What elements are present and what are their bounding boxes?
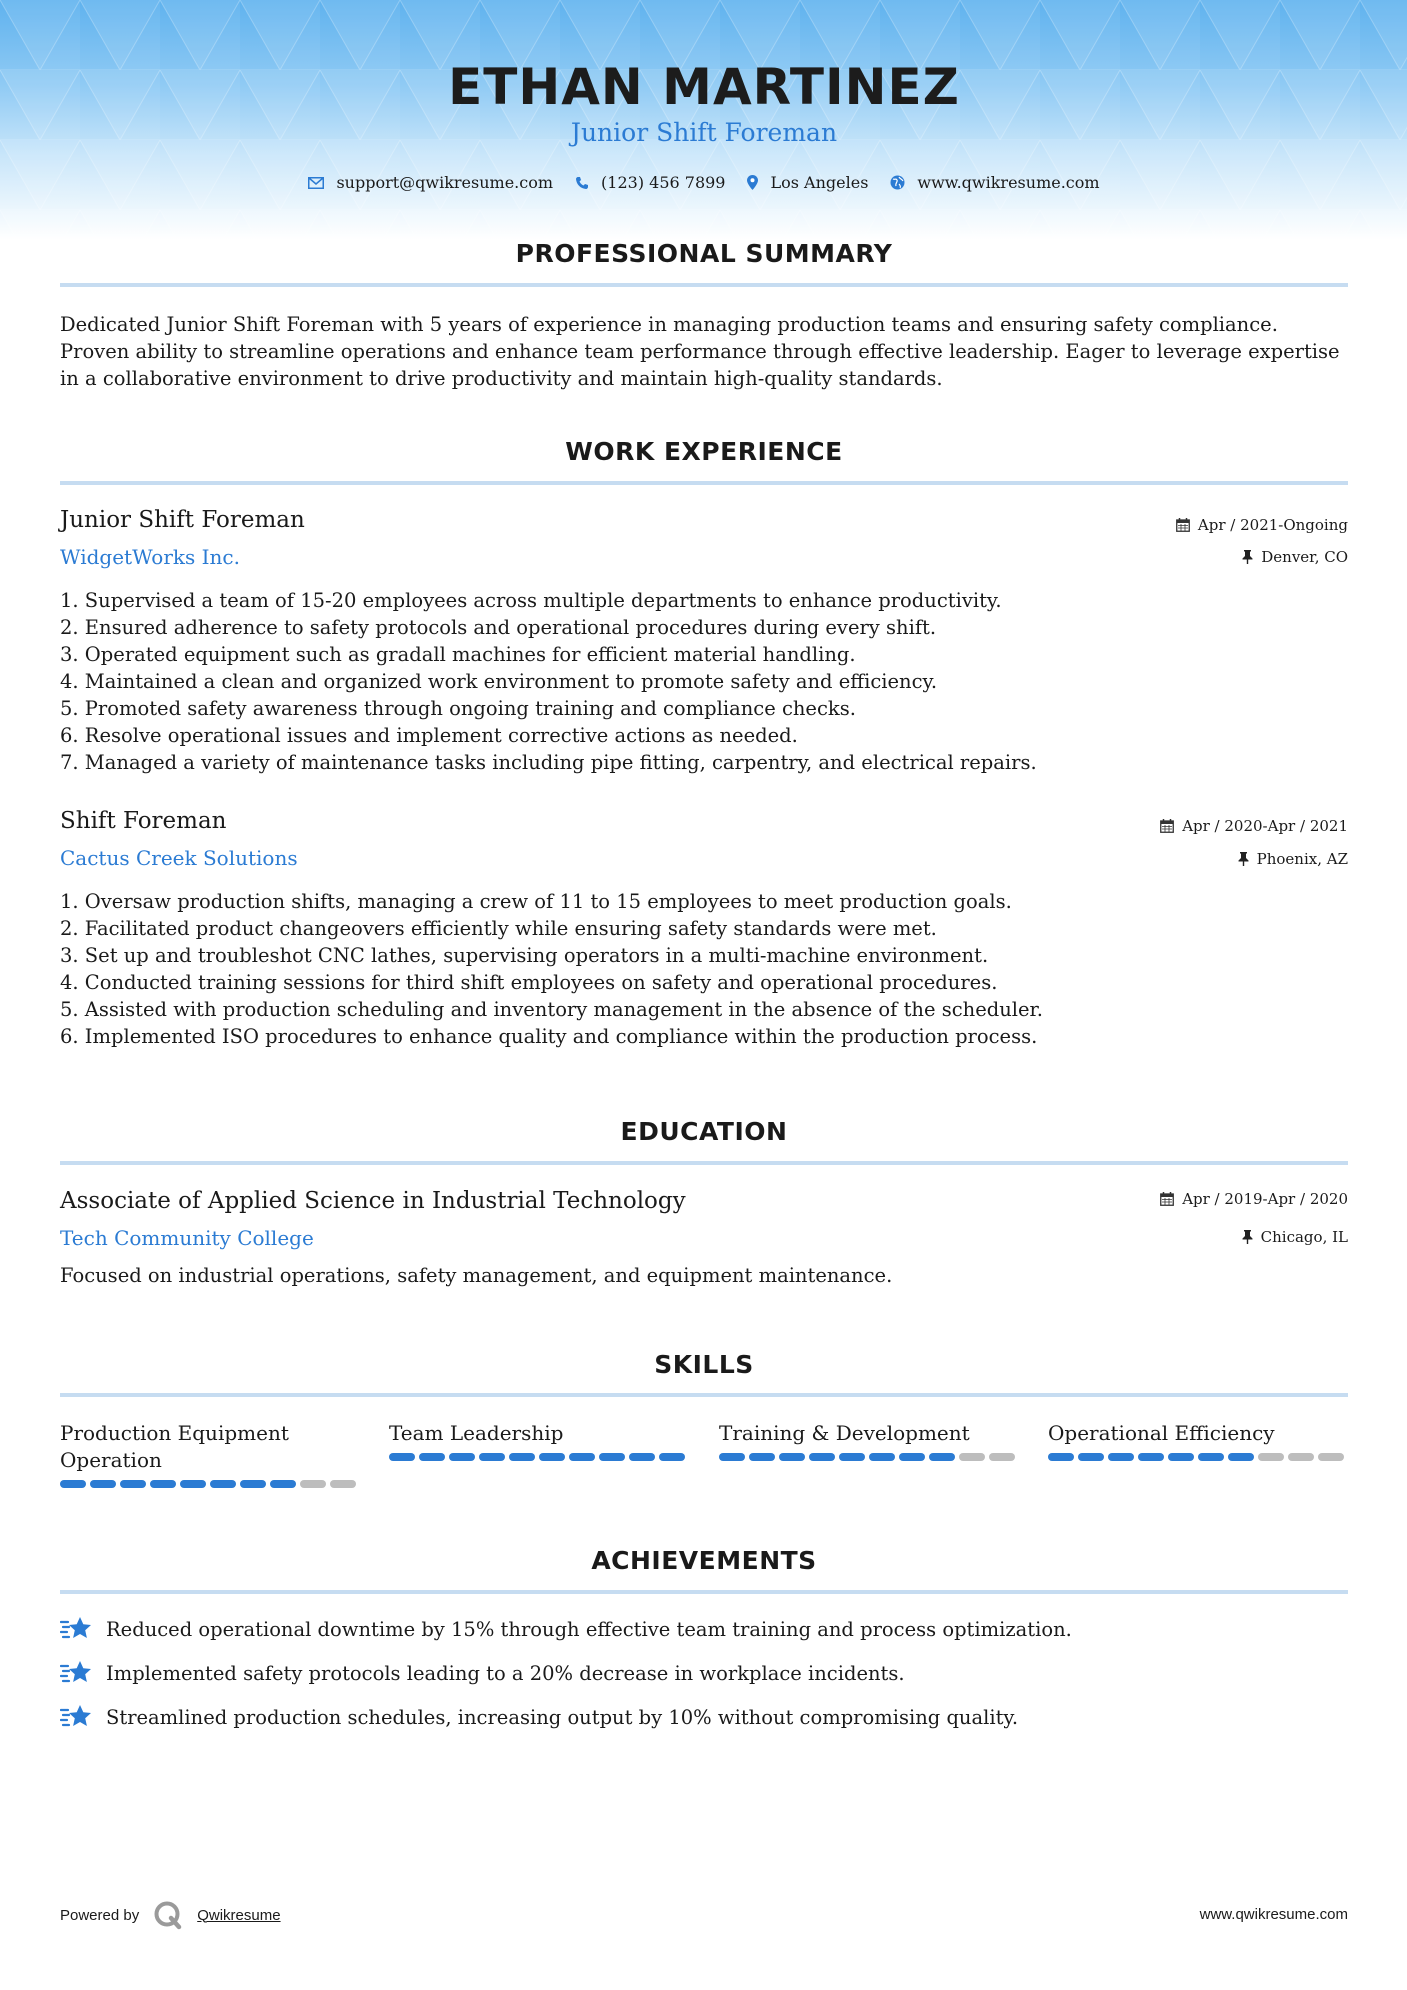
job-dates (1176, 516, 1348, 534)
achievement-text: Reduced operational downtime by 15% through effective team training and process optimization. (106, 1617, 1072, 1641)
skill-segment-filled (90, 1480, 116, 1488)
skills-heading: SKILLS (654, 1350, 754, 1379)
education-heading: EDUCATION (620, 1117, 788, 1146)
skill-name: Team Leadership (389, 1421, 564, 1445)
skill-item (1048, 1420, 1348, 1461)
skill-name: Production Equipment Operation (60, 1421, 289, 1472)
job-dates-text: Apr / 2020-Apr / 2021 (1182, 817, 1348, 835)
envelope-icon (308, 177, 324, 189)
star-icon (60, 1660, 92, 1686)
skill-item (389, 1420, 689, 1461)
skill-segment-filled (389, 1453, 415, 1461)
skill-segment-filled (1198, 1453, 1224, 1461)
education-description: Focused on industrial operations, safety management, and equipment maintenance. (60, 1264, 893, 1287)
company-name: Cactus Creek Solutions (60, 846, 298, 870)
achievement-text: Implemented safety protocols leading to a 20% decrease in workplace incidents. (106, 1661, 905, 1685)
skill-segment-filled (749, 1453, 775, 1461)
list-item: 1. Supervised a team of 15-20 employees across multiple departments to enhance productivity. (60, 589, 1002, 612)
list-item: 3. Set up and troubleshot CNC lathes, supervising operators in a multi-machine environment. (60, 944, 989, 967)
education-divider (60, 1161, 1348, 1165)
achievements-divider (60, 1590, 1348, 1594)
skill-name: Operational Efficiency (1048, 1421, 1275, 1445)
skill-segment-filled (60, 1480, 86, 1488)
skill-segment-empty (1318, 1453, 1344, 1461)
skill-segment-filled (1108, 1453, 1134, 1461)
skill-segment-filled (899, 1453, 925, 1461)
star-icon (60, 1616, 92, 1642)
skill-segment-filled (659, 1453, 685, 1461)
education-dates (1160, 1190, 1348, 1208)
list-item: 2. Facilitated product changeovers efficiently while ensuring safety standards were met. (60, 917, 937, 940)
skill-segment-filled (719, 1453, 745, 1461)
skill-name: Training & Development (719, 1421, 970, 1445)
skill-segment-filled (210, 1480, 236, 1488)
summary-heading: PROFESSIONAL SUMMARY (515, 239, 893, 268)
skill-level-bar (1048, 1453, 1348, 1461)
phone-text: (123) 456 7899 (601, 173, 726, 192)
list-item: 3. Operated equipment such as gradall machines for efficient material handling. (60, 643, 856, 666)
summary-divider (60, 283, 1348, 287)
job-dates-text: Apr / 2021-Ongoing (1197, 516, 1348, 534)
footer-website[interactable]: www.qwikresume.com (1199, 1906, 1348, 1923)
skill-segment-filled (180, 1480, 206, 1488)
skill-segment-empty (1258, 1453, 1284, 1461)
job-title: Junior Shift Foreman (60, 507, 305, 533)
contact-location (747, 173, 868, 192)
email-text: support@qwikresume.com (336, 173, 554, 192)
skill-segment-filled (809, 1453, 835, 1461)
achievement-item (60, 1704, 1018, 1730)
list-item: 2. Ensured adherence to safety protocols and operational procedures during every shift. (60, 616, 937, 639)
education-dates-text: Apr / 2019-Apr / 2020 (1182, 1190, 1348, 1208)
skill-segment-filled (1048, 1453, 1074, 1461)
school-name: Tech Community College (60, 1226, 314, 1250)
candidate-name: ETHAN MARTINEZ (448, 58, 960, 116)
calendar-icon (1176, 518, 1190, 532)
job-duties-list (60, 587, 1037, 776)
skill-level-bar (389, 1453, 689, 1461)
education-location-text: Chicago, IL (1260, 1228, 1348, 1246)
skill-segment-filled (509, 1453, 535, 1461)
skill-segment-filled (839, 1453, 865, 1461)
skill-item (60, 1420, 360, 1488)
summary-text: Dedicated Junior Shift Foreman with 5 years of experience in managing production teams and ensuring safety compliance. Proven ability to streamline operations and enhance team performance through effective leadership. Eager to leverage expertise in a collaborative environment to drive productivity and maintain high-quality standards. (60, 313, 1340, 390)
contact-bar (60, 173, 1348, 192)
pushpin-icon (1238, 852, 1249, 866)
qwikresume-logo-icon (153, 1900, 183, 1930)
company-name: WidgetWorks Inc. (60, 545, 240, 569)
experience-divider (60, 481, 1348, 485)
achievements-heading: ACHIEVEMENTS (591, 1546, 817, 1575)
list-item: 6. Implemented ISO procedures to enhance quality and compliance within the production process. (60, 1025, 1038, 1048)
achievement-text: Streamlined production schedules, increasing output by 10% without compromising quality. (106, 1705, 1019, 1729)
skill-segment-filled (779, 1453, 805, 1461)
job-title: Shift Foreman (60, 808, 227, 834)
contact-phone[interactable] (575, 173, 725, 192)
location-text: Los Angeles (770, 173, 869, 192)
skill-segment-filled (929, 1453, 955, 1461)
contact-email[interactable] (308, 173, 553, 192)
list-item: 4. Maintained a clean and organized work environment to promote safety and efficiency. (60, 670, 938, 693)
candidate-role: Junior Shift Foreman (570, 118, 838, 147)
job-location-text: Phoenix, AZ (1256, 850, 1348, 868)
education-location (1242, 1228, 1348, 1246)
list-item: 4. Conducted training sessions for third shift employees on safety and operational procedures. (60, 971, 998, 994)
skill-segment-filled (539, 1453, 565, 1461)
degree-title: Associate of Applied Science in Industrial Technology (60, 1188, 686, 1214)
skill-segment-empty (1288, 1453, 1314, 1461)
experience-heading: WORK EXPERIENCE (565, 437, 843, 466)
qwikresume-link[interactable]: Qwikresume (197, 1906, 281, 1924)
skill-segment-filled (599, 1453, 625, 1461)
map-pin-icon (747, 175, 758, 190)
skill-segment-filled (449, 1453, 475, 1461)
job-dates (1160, 817, 1348, 835)
skill-segment-filled (629, 1453, 655, 1461)
skill-segment-filled (479, 1453, 505, 1461)
skill-segment-filled (270, 1480, 296, 1488)
skills-divider (60, 1393, 1348, 1397)
achievement-item (60, 1616, 1072, 1642)
pushpin-icon (1242, 550, 1253, 564)
skill-segment-filled (1078, 1453, 1104, 1461)
powered-by-label: Powered by (60, 1906, 140, 1924)
skill-segment-empty (300, 1480, 326, 1488)
job-duties-list (60, 888, 1043, 1050)
skill-segment-filled (1228, 1453, 1254, 1461)
list-item: 5. Promoted safety awareness through ongoing training and compliance checks. (60, 697, 856, 720)
job-location (1242, 548, 1348, 566)
list-item: 6. Resolve operational issues and implement corrective actions as needed. (60, 724, 798, 747)
pushpin-icon (1242, 1230, 1253, 1244)
skill-segment-empty (959, 1453, 985, 1461)
skill-segment-filled (1168, 1453, 1194, 1461)
phone-icon (575, 176, 589, 190)
skill-segment-filled (869, 1453, 895, 1461)
calendar-icon (1160, 819, 1174, 833)
website-text: www.qwikresume.com (917, 173, 1100, 192)
list-item: 5. Assisted with production scheduling and inventory management in the absence of the scheduler. (60, 998, 1043, 1021)
skill-segment-empty (989, 1453, 1015, 1461)
skill-item (719, 1420, 1019, 1461)
list-item: 1. Oversaw production shifts, managing a crew of 11 to 15 employees to meet production goals. (60, 890, 1012, 913)
calendar-icon (1160, 1192, 1174, 1206)
achievement-item (60, 1660, 905, 1686)
skill-segment-filled (240, 1480, 266, 1488)
skill-segment-filled (150, 1480, 176, 1488)
skill-level-bar (60, 1480, 360, 1488)
star-icon (60, 1704, 92, 1730)
contact-website[interactable] (890, 173, 1099, 192)
list-item: 7. Managed a variety of maintenance tasks including pipe fitting, carpentry, and electrical repairs. (60, 751, 1037, 774)
skill-segment-filled (419, 1453, 445, 1461)
skill-segment-filled (569, 1453, 595, 1461)
skill-level-bar (719, 1453, 1019, 1461)
globe-icon (890, 175, 905, 190)
skill-segment-filled (1138, 1453, 1164, 1461)
job-location (1238, 850, 1348, 868)
footer-powered-by (60, 1900, 281, 1930)
skill-segment-empty (330, 1480, 356, 1488)
job-location-text: Denver, CO (1261, 548, 1348, 566)
skill-segment-filled (120, 1480, 146, 1488)
